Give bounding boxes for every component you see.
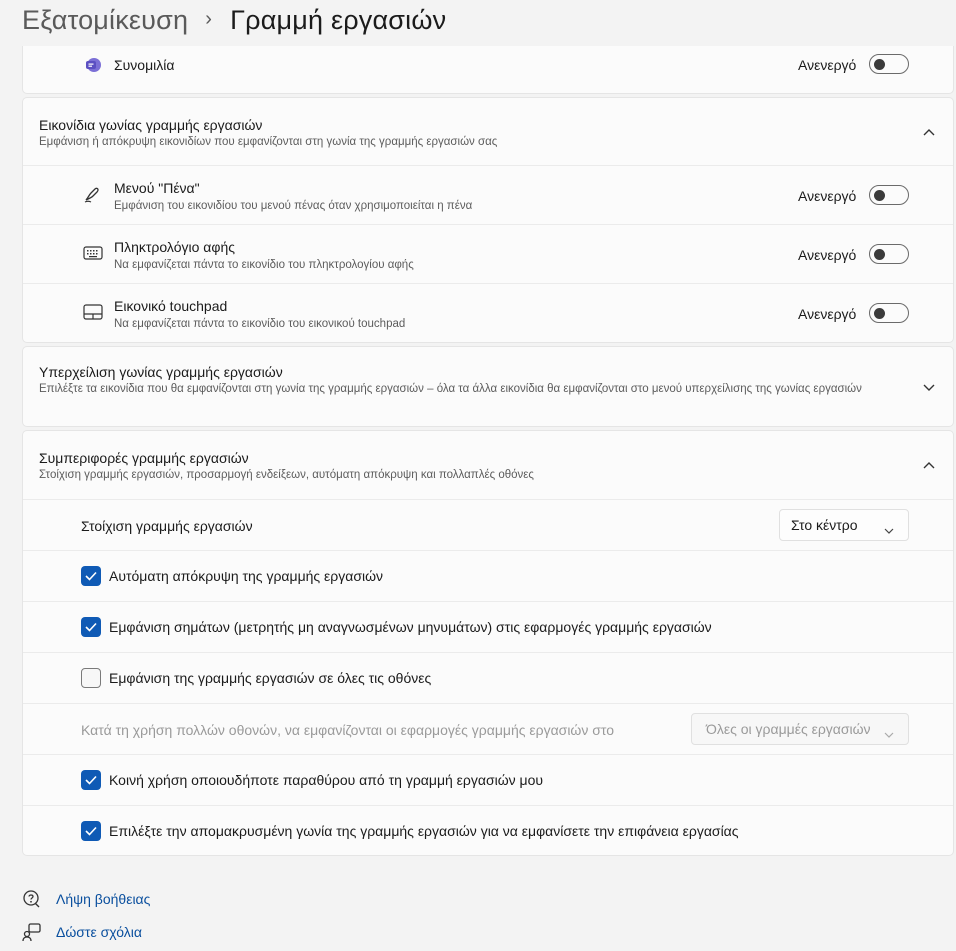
badges-row xyxy=(23,601,953,652)
corner-overflow-title: Υπερχείλιση γωνίας γραμμής εργασιών xyxy=(39,364,283,380)
far-corner-label: Επιλέξτε την απομακρυσμένη γωνία της γραμμής εργασιών για να εμφανίσετε την επιφάνεια εργασίας xyxy=(109,823,739,839)
touch-keyboard-subtitle: Να εμφανίζεται πάντα το εικονίδιο του πληκτρολογίου αφής xyxy=(114,259,414,271)
chat-icon xyxy=(82,54,104,76)
chat-toggle[interactable] xyxy=(869,54,909,74)
chevron-up-icon[interactable] xyxy=(919,122,939,142)
far-corner-row xyxy=(23,805,953,856)
alignment-value: Στο κέντρο xyxy=(791,517,858,533)
keyboard-icon xyxy=(82,242,104,264)
far-corner-checkbox[interactable] xyxy=(81,821,101,841)
corner-icons-subtitle: Εμφάνιση ή απόκρυψη εικονιδίων που εμφανίζονται στη γωνία της γραμμής εργασιών σας xyxy=(39,136,498,148)
pen-menu-state: Ανενεργό xyxy=(798,188,857,204)
chat-card xyxy=(22,46,954,94)
corner-overflow-card[interactable] xyxy=(22,346,954,427)
badges-label: Εμφάνιση σημάτων (μετρητής μη αναγνωσμένων μηνυμάτων) στις εφαρμογές γραμμής εργασιών xyxy=(109,619,712,635)
touchpad-icon xyxy=(82,301,104,323)
share-window-row xyxy=(23,754,953,805)
auto-hide-label: Αυτόματη απόκρυψη της γραμμής εργασιών xyxy=(109,568,384,584)
touch-keyboard-state: Ανενεργό xyxy=(798,247,857,263)
behaviors-card xyxy=(22,430,954,856)
behaviors-header[interactable] xyxy=(23,431,953,499)
corner-icons-header[interactable] xyxy=(23,98,953,165)
chat-state: Ανενεργό xyxy=(798,57,857,73)
virtual-touchpad-title: Εικονικό touchpad xyxy=(114,298,228,314)
chevron-up-icon[interactable] xyxy=(919,455,939,475)
corner-icons-card xyxy=(22,97,954,343)
all-displays-row xyxy=(23,652,953,703)
toggle-knob xyxy=(874,59,885,70)
touch-keyboard-toggle[interactable] xyxy=(869,244,909,264)
behaviors-title: Συμπεριφορές γραμμής εργασιών xyxy=(39,450,249,466)
corner-icons-title: Εικονίδια γωνίας γραμμής εργασιών xyxy=(39,117,263,133)
multi-display-row xyxy=(23,703,953,754)
multi-display-value: Όλες οι γραμμές εργασιών xyxy=(706,721,871,737)
pen-menu-toggle[interactable] xyxy=(869,185,909,205)
page-title: Γραμμή εργασιών xyxy=(230,4,447,35)
alignment-row xyxy=(23,499,953,550)
feedback-icon xyxy=(22,922,44,944)
pen-menu-title: Μενού "Πένα" xyxy=(114,180,200,196)
breadcrumb-parent[interactable]: Εξατομίκευση xyxy=(22,4,189,35)
pen-menu-row xyxy=(23,165,953,224)
virtual-touchpad-state: Ανενεργό xyxy=(798,306,857,322)
touch-keyboard-title: Πληκτρολόγιο αφής xyxy=(114,239,235,255)
breadcrumb-separator: › xyxy=(205,7,213,30)
checkmark-icon xyxy=(85,826,97,836)
share-window-checkbox[interactable] xyxy=(81,770,101,790)
multi-display-dropdown xyxy=(691,713,909,745)
toggle-knob xyxy=(874,308,885,319)
virtual-touchpad-row xyxy=(23,283,953,343)
multi-display-label: Κατά τη χρήση πολλών οθονών, να εμφανίζονται οι εφαρμογές γραμμής εργασιών στο xyxy=(81,722,615,738)
toggle-knob xyxy=(874,190,885,201)
checkmark-icon xyxy=(85,571,97,581)
badges-checkbox[interactable] xyxy=(81,617,101,637)
feedback-link[interactable]: Δώστε σχόλια xyxy=(56,924,142,940)
touch-keyboard-row xyxy=(23,224,953,283)
help-icon xyxy=(22,889,44,911)
chevron-down-icon xyxy=(884,522,894,538)
checkmark-icon xyxy=(85,775,97,785)
pen-icon xyxy=(81,183,103,205)
pen-menu-subtitle: Εμφάνιση του εικονιδίου του μενού πένας όταν χρησιμοποιείται η πένα xyxy=(114,200,473,212)
chevron-down-icon[interactable] xyxy=(919,378,939,398)
breadcrumb xyxy=(22,0,446,40)
checkmark-icon xyxy=(85,622,97,632)
all-displays-label: Εμφάνιση της γραμμής εργασιών σε όλες τις οθόνες xyxy=(109,670,432,686)
share-window-label: Κοινή χρήση οποιουδήποτε παραθύρου από τη γραμμή εργασιών μου xyxy=(109,772,544,788)
chat-label: Συνομιλία xyxy=(114,57,175,73)
chevron-down-icon xyxy=(884,726,894,742)
virtual-touchpad-toggle[interactable] xyxy=(869,303,909,323)
alignment-label: Στοίχιση γραμμής εργασιών xyxy=(81,518,253,534)
corner-overflow-subtitle: Επιλέξτε τα εικονίδια που θα εμφανίζονται στη γωνία της γραμμής εργασιών – όλα τα άλλα εικονίδια θα εμφανίζονται στο μενού υπερχείλισης της γωνίας εργασιών xyxy=(39,383,862,395)
toggle-knob xyxy=(874,249,885,260)
behaviors-subtitle: Στοίχιση γραμμής εργασιών, προσαρμογή ενδείξεων, αυτόματη απόκρυψη και πολλαπλές οθόνες xyxy=(39,469,534,481)
help-link[interactable]: Λήψη βοήθειας xyxy=(56,891,151,907)
auto-hide-checkbox[interactable] xyxy=(81,566,101,586)
virtual-touchpad-subtitle: Να εμφανίζεται πάντα το εικονίδιο του εικονικού touchpad xyxy=(114,318,406,330)
auto-hide-row xyxy=(23,550,953,601)
all-displays-checkbox[interactable] xyxy=(81,668,101,688)
alignment-dropdown[interactable] xyxy=(779,509,909,541)
